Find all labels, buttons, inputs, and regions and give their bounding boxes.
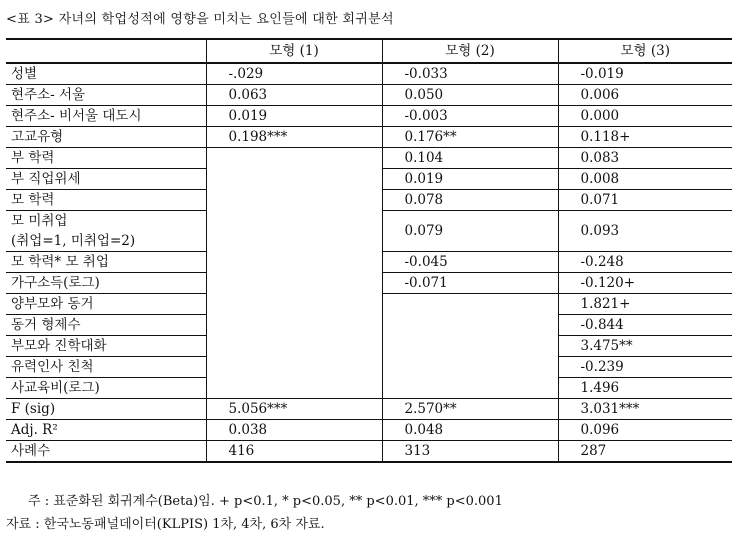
row-label	[6, 399, 206, 420]
cell-model-1	[206, 273, 382, 294]
row-label	[6, 63, 206, 85]
cell-model-2: -0.045	[382, 252, 558, 273]
cell-model-2: 0.019	[382, 169, 558, 190]
table-row	[6, 169, 732, 190]
row-label	[6, 378, 206, 399]
row-label	[6, 148, 206, 169]
row-label	[6, 357, 206, 378]
cell-model-2	[382, 378, 558, 399]
cell-model-2	[382, 315, 558, 336]
table-row	[6, 63, 732, 85]
cell-model-2: 313	[382, 441, 558, 463]
cell-model-2	[382, 357, 558, 378]
cell-model-1	[206, 169, 382, 190]
cell-model-1: 5.056***	[206, 399, 382, 420]
table-row	[6, 85, 732, 106]
table-source: 자료 : 한국노동패널데이터(KLPIS) 1차, 4차, 6차 자료.	[6, 517, 325, 532]
table-row	[6, 190, 732, 211]
row-label	[6, 273, 206, 294]
cell-model-1	[206, 378, 382, 399]
table-row	[6, 315, 732, 336]
cell-model-2: 0.048	[382, 420, 558, 441]
row-label	[6, 106, 206, 127]
cell-model-2: 0.078	[382, 190, 558, 211]
cell-model-2: 0.079	[382, 211, 558, 252]
row-label-text: 현주소- 비서울 대도시	[11, 108, 142, 124]
cell-model-3: -0.120+	[558, 273, 732, 294]
table-row	[6, 148, 732, 169]
row-label	[6, 315, 206, 336]
regression-table	[6, 38, 732, 463]
cell-model-1	[206, 315, 382, 336]
row-label-text: 현주소- 서울	[11, 87, 86, 103]
cell-model-2	[382, 336, 558, 357]
cell-model-1: -.029	[206, 63, 382, 85]
row-label	[6, 211, 206, 252]
cell-model-3: 0.071	[558, 190, 732, 211]
cell-model-3: 287	[558, 441, 732, 463]
cell-model-1	[206, 294, 382, 315]
row-label-text: 고교유형	[11, 129, 64, 145]
row-label-text: 동거 형제수	[11, 317, 81, 333]
row-label-text: F (sig)	[11, 401, 56, 417]
cell-model-1: 0.198***	[206, 127, 382, 148]
cell-model-2	[382, 294, 558, 315]
cell-model-2: 0.104	[382, 148, 558, 169]
cell-model-2: -0.033	[382, 63, 558, 85]
row-label	[6, 294, 206, 315]
cell-model-3: 0.008	[558, 169, 732, 190]
row-label-text: 부 학력	[11, 150, 55, 166]
cell-model-2: 2.570**	[382, 399, 558, 420]
cell-model-3: 3.031***	[558, 399, 732, 420]
table-row	[6, 399, 732, 420]
row-label-text: 유력인사 친척	[11, 359, 94, 375]
row-label-text: Adj. R²	[11, 422, 58, 438]
row-label-text: 모 미취업	[11, 213, 68, 229]
cell-model-3: -0.239	[558, 357, 732, 378]
table-title: <표 3> 자녀의 학업성적에 영향을 미치는 요인들에 대한 회귀분석	[6, 12, 394, 27]
cell-model-3: 0.118+	[558, 127, 732, 148]
cell-model-2: -0.071	[382, 273, 558, 294]
cell-model-2: 0.176**	[382, 127, 558, 148]
row-label	[6, 252, 206, 273]
table-row	[6, 336, 732, 357]
cell-model-3: -0.019	[558, 63, 732, 85]
cell-model-3: -0.844	[558, 315, 732, 336]
row-label-text: 부모와 진학대화	[11, 338, 107, 354]
row-label	[6, 441, 206, 463]
cell-model-1: 416	[206, 441, 382, 463]
cell-model-3: 0.083	[558, 148, 732, 169]
cell-model-1: 0.038	[206, 420, 382, 441]
cell-model-1	[206, 357, 382, 378]
row-label	[6, 420, 206, 441]
table-header	[6, 39, 732, 63]
cell-model-1: 0.063	[206, 85, 382, 106]
cell-model-1	[206, 336, 382, 357]
table-row	[6, 441, 732, 463]
table-row	[6, 378, 732, 399]
cell-model-1	[206, 148, 382, 169]
row-label-text: 사교육비(로그)	[11, 380, 100, 396]
table-row	[6, 211, 732, 252]
cell-model-1	[206, 252, 382, 273]
cell-model-1: 0.019	[206, 106, 382, 127]
table-row	[6, 106, 732, 127]
table-body	[6, 63, 732, 462]
cell-model-2: -0.003	[382, 106, 558, 127]
table-row	[6, 420, 732, 441]
table-note: 주 : 표준화된 회귀계수(Beta)임. + p<0.1, * p<0.05, ** p<0.01, *** p<0.001	[28, 494, 503, 509]
row-label-text: 사례수	[11, 443, 51, 459]
cell-model-3: 0.006	[558, 85, 732, 106]
row-label	[6, 336, 206, 357]
table-row	[6, 294, 732, 315]
header-blank	[6, 39, 206, 63]
row-label-text: 가구소득(로그)	[11, 275, 100, 291]
table-row	[6, 127, 732, 148]
row-label	[6, 169, 206, 190]
row-label-text: 성별	[11, 66, 38, 82]
header-model-2: 모형 (2)	[382, 39, 558, 63]
row-label-text: 양부모와 동거	[11, 296, 94, 312]
row-label	[6, 127, 206, 148]
table-row	[6, 273, 732, 294]
row-label	[6, 190, 206, 211]
cell-model-2: 0.050	[382, 85, 558, 106]
cell-model-1	[206, 190, 382, 211]
row-label-text: 모 학력* 모 취업	[11, 254, 109, 270]
cell-model-3: 0.096	[558, 420, 732, 441]
row-label	[6, 85, 206, 106]
row-label-subtext: (취업=1, 미취업=2)	[11, 233, 136, 249]
table-row	[6, 357, 732, 378]
header-model-1: 모형 (1)	[206, 39, 382, 63]
row-label-text: 부 직업위세	[11, 171, 81, 187]
cell-model-3: 0.093	[558, 211, 732, 252]
cell-model-3: 3.475**	[558, 336, 732, 357]
cell-model-3: -0.248	[558, 252, 732, 273]
row-label-text: 모 학력	[11, 192, 55, 208]
header-model-3: 모형 (3)	[558, 39, 732, 63]
cell-model-1	[206, 211, 382, 252]
table-row	[6, 252, 732, 273]
cell-model-3: 1.821+	[558, 294, 732, 315]
cell-model-3: 0.000	[558, 106, 732, 127]
cell-model-3: 1.496	[558, 378, 732, 399]
